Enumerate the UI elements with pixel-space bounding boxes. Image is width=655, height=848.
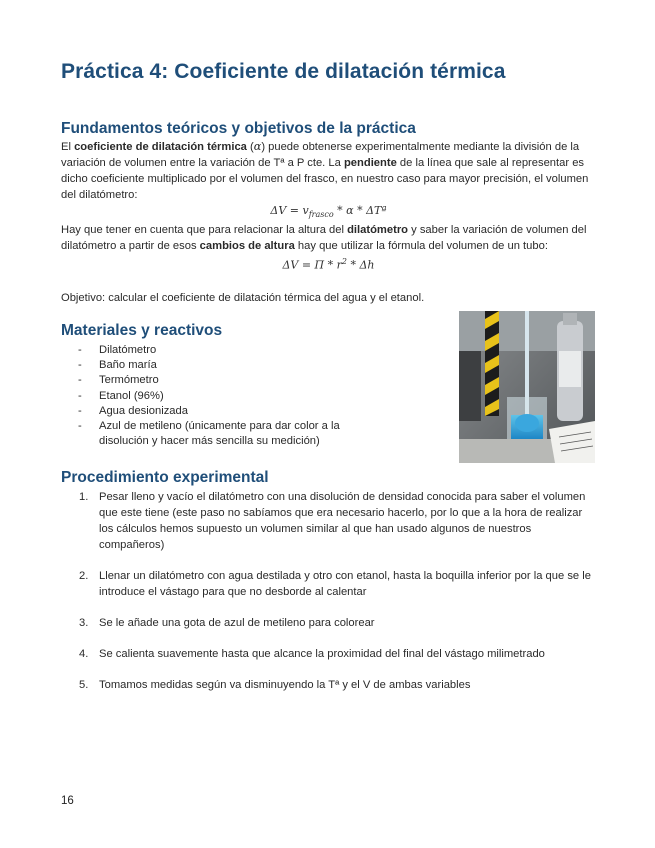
equation-subscript: frasco bbox=[308, 210, 334, 220]
list-bullet: - bbox=[78, 374, 82, 387]
materials-list-item bbox=[61, 404, 361, 419]
text-run: Hay que tener en cuenta que para relacionar la altura del bbox=[61, 224, 348, 236]
step-number: 5. bbox=[79, 679, 89, 691]
procedure-step bbox=[61, 489, 596, 553]
procedure-step bbox=[61, 646, 596, 662]
text-run: hay que utilizar la fórmula del volumen de un tubo: bbox=[294, 240, 548, 252]
lab-photo-dilatometer bbox=[459, 311, 595, 463]
step-text: Llenar un dilatómetro con agua destilada y otro con etanol, hasta la boquilla inferior por la que se le introduce el vástago para que no desborde al calentar bbox=[99, 570, 591, 598]
text-run: ) puede obtenerse experimentalmente mediante la división de la variación de volumen entre la variación de Tª a P cte. La bbox=[61, 141, 580, 169]
paragraph-coeficiente bbox=[61, 139, 596, 203]
materials-list bbox=[61, 343, 361, 449]
materials-item-text: Baño maría bbox=[99, 359, 157, 372]
page-title: Práctica 4: Coeficiente de dilatación térmica bbox=[61, 60, 506, 83]
step-number: 3. bbox=[79, 617, 89, 629]
objective-text: Objetivo: calcular el coeficiente de dilatación térmica del agua y el etanol. bbox=[61, 292, 425, 304]
text-run: y saber la variación de volumen del dilatómetro a partir de esos bbox=[61, 224, 587, 252]
equation-part: * Δh bbox=[347, 258, 375, 272]
procedure-step bbox=[61, 568, 596, 600]
equation-part: * α * ΔTª bbox=[333, 204, 387, 217]
materials-list-item bbox=[61, 389, 361, 404]
list-bullet: - bbox=[78, 420, 82, 433]
procedure-list bbox=[61, 489, 596, 693]
bold-term-pendiente: pendiente bbox=[343, 157, 397, 169]
step-text: Tomamos medidas según va disminuyendo la Tª y el V de ambas variables bbox=[99, 679, 471, 691]
step-number: 4. bbox=[79, 648, 89, 660]
equation-part: ΔV = v bbox=[270, 204, 309, 217]
list-bullet: - bbox=[78, 344, 82, 356]
section-heading-materiales: Materiales y reactivos bbox=[61, 322, 223, 339]
equation-superscript: 2 bbox=[341, 257, 347, 266]
materials-item-text: Etanol (96%) bbox=[99, 389, 164, 402]
list-bullet: - bbox=[78, 359, 82, 372]
text-run: El bbox=[61, 141, 75, 153]
step-text: Se le añade una gota de azul de metileno para colorear bbox=[99, 617, 375, 629]
list-bullet: - bbox=[78, 389, 82, 402]
step-number: 2. bbox=[79, 570, 89, 582]
procedure-step bbox=[61, 677, 596, 693]
materials-list-item bbox=[61, 373, 361, 388]
bold-term-coeficiente: coeficiente de dilatación térmica bbox=[74, 141, 247, 153]
step-number: 1. bbox=[79, 491, 89, 503]
bold-term-dilatometro: dilatómetro bbox=[347, 224, 409, 236]
equation-tube-volume bbox=[61, 257, 596, 272]
step-text: Pesar lleno y vacío el dilatómetro con una disolución de densidad conocida para saber el volumen que este tiene (este paso no sabíamos que era necesario hacerlo, por lo que a la hora de realizar los cálculos hemos supuesto un volumen similar al que han usado algunos de nuestros compañeros) bbox=[99, 491, 586, 551]
alpha-symbol: α bbox=[253, 140, 262, 153]
materials-list-item bbox=[61, 343, 361, 358]
materials-list-item bbox=[61, 358, 361, 373]
section-heading-procedimiento: Procedimiento experimental bbox=[61, 469, 269, 486]
materials-item-text: Azul de metileno (únicamente para dar color a la disolución y hacer más sencilla su medición) bbox=[99, 420, 340, 448]
materials-list-item bbox=[61, 419, 361, 449]
paragraph-altura bbox=[61, 222, 596, 254]
equation-part: ΔV = Π * r bbox=[282, 258, 342, 272]
section-heading-fundamentos: Fundamentos teóricos y objetivos de la práctica bbox=[61, 120, 416, 137]
step-text: Se calienta suavemente hasta que alcance la proximidad del final del vástago milimetrado bbox=[99, 648, 545, 660]
equation-volume-change bbox=[61, 204, 596, 219]
list-bullet: - bbox=[78, 404, 82, 417]
text-run: ( bbox=[246, 141, 254, 153]
text-run: de la línea que sale al representar es dicho coeficiente multiplicado por el volumen del frasco, en nuestro caso para mayor precisión, el volumen del dilatómetro: bbox=[61, 157, 589, 201]
materials-item-text: Agua desionizada bbox=[99, 404, 188, 417]
page-number: 16 bbox=[61, 795, 74, 807]
materials-item-text: Termómetro bbox=[99, 374, 159, 387]
materials-item-text: Dilatómetro bbox=[99, 344, 157, 356]
procedure-step bbox=[61, 615, 596, 631]
bold-term-cambios-altura: cambios de altura bbox=[199, 240, 295, 252]
